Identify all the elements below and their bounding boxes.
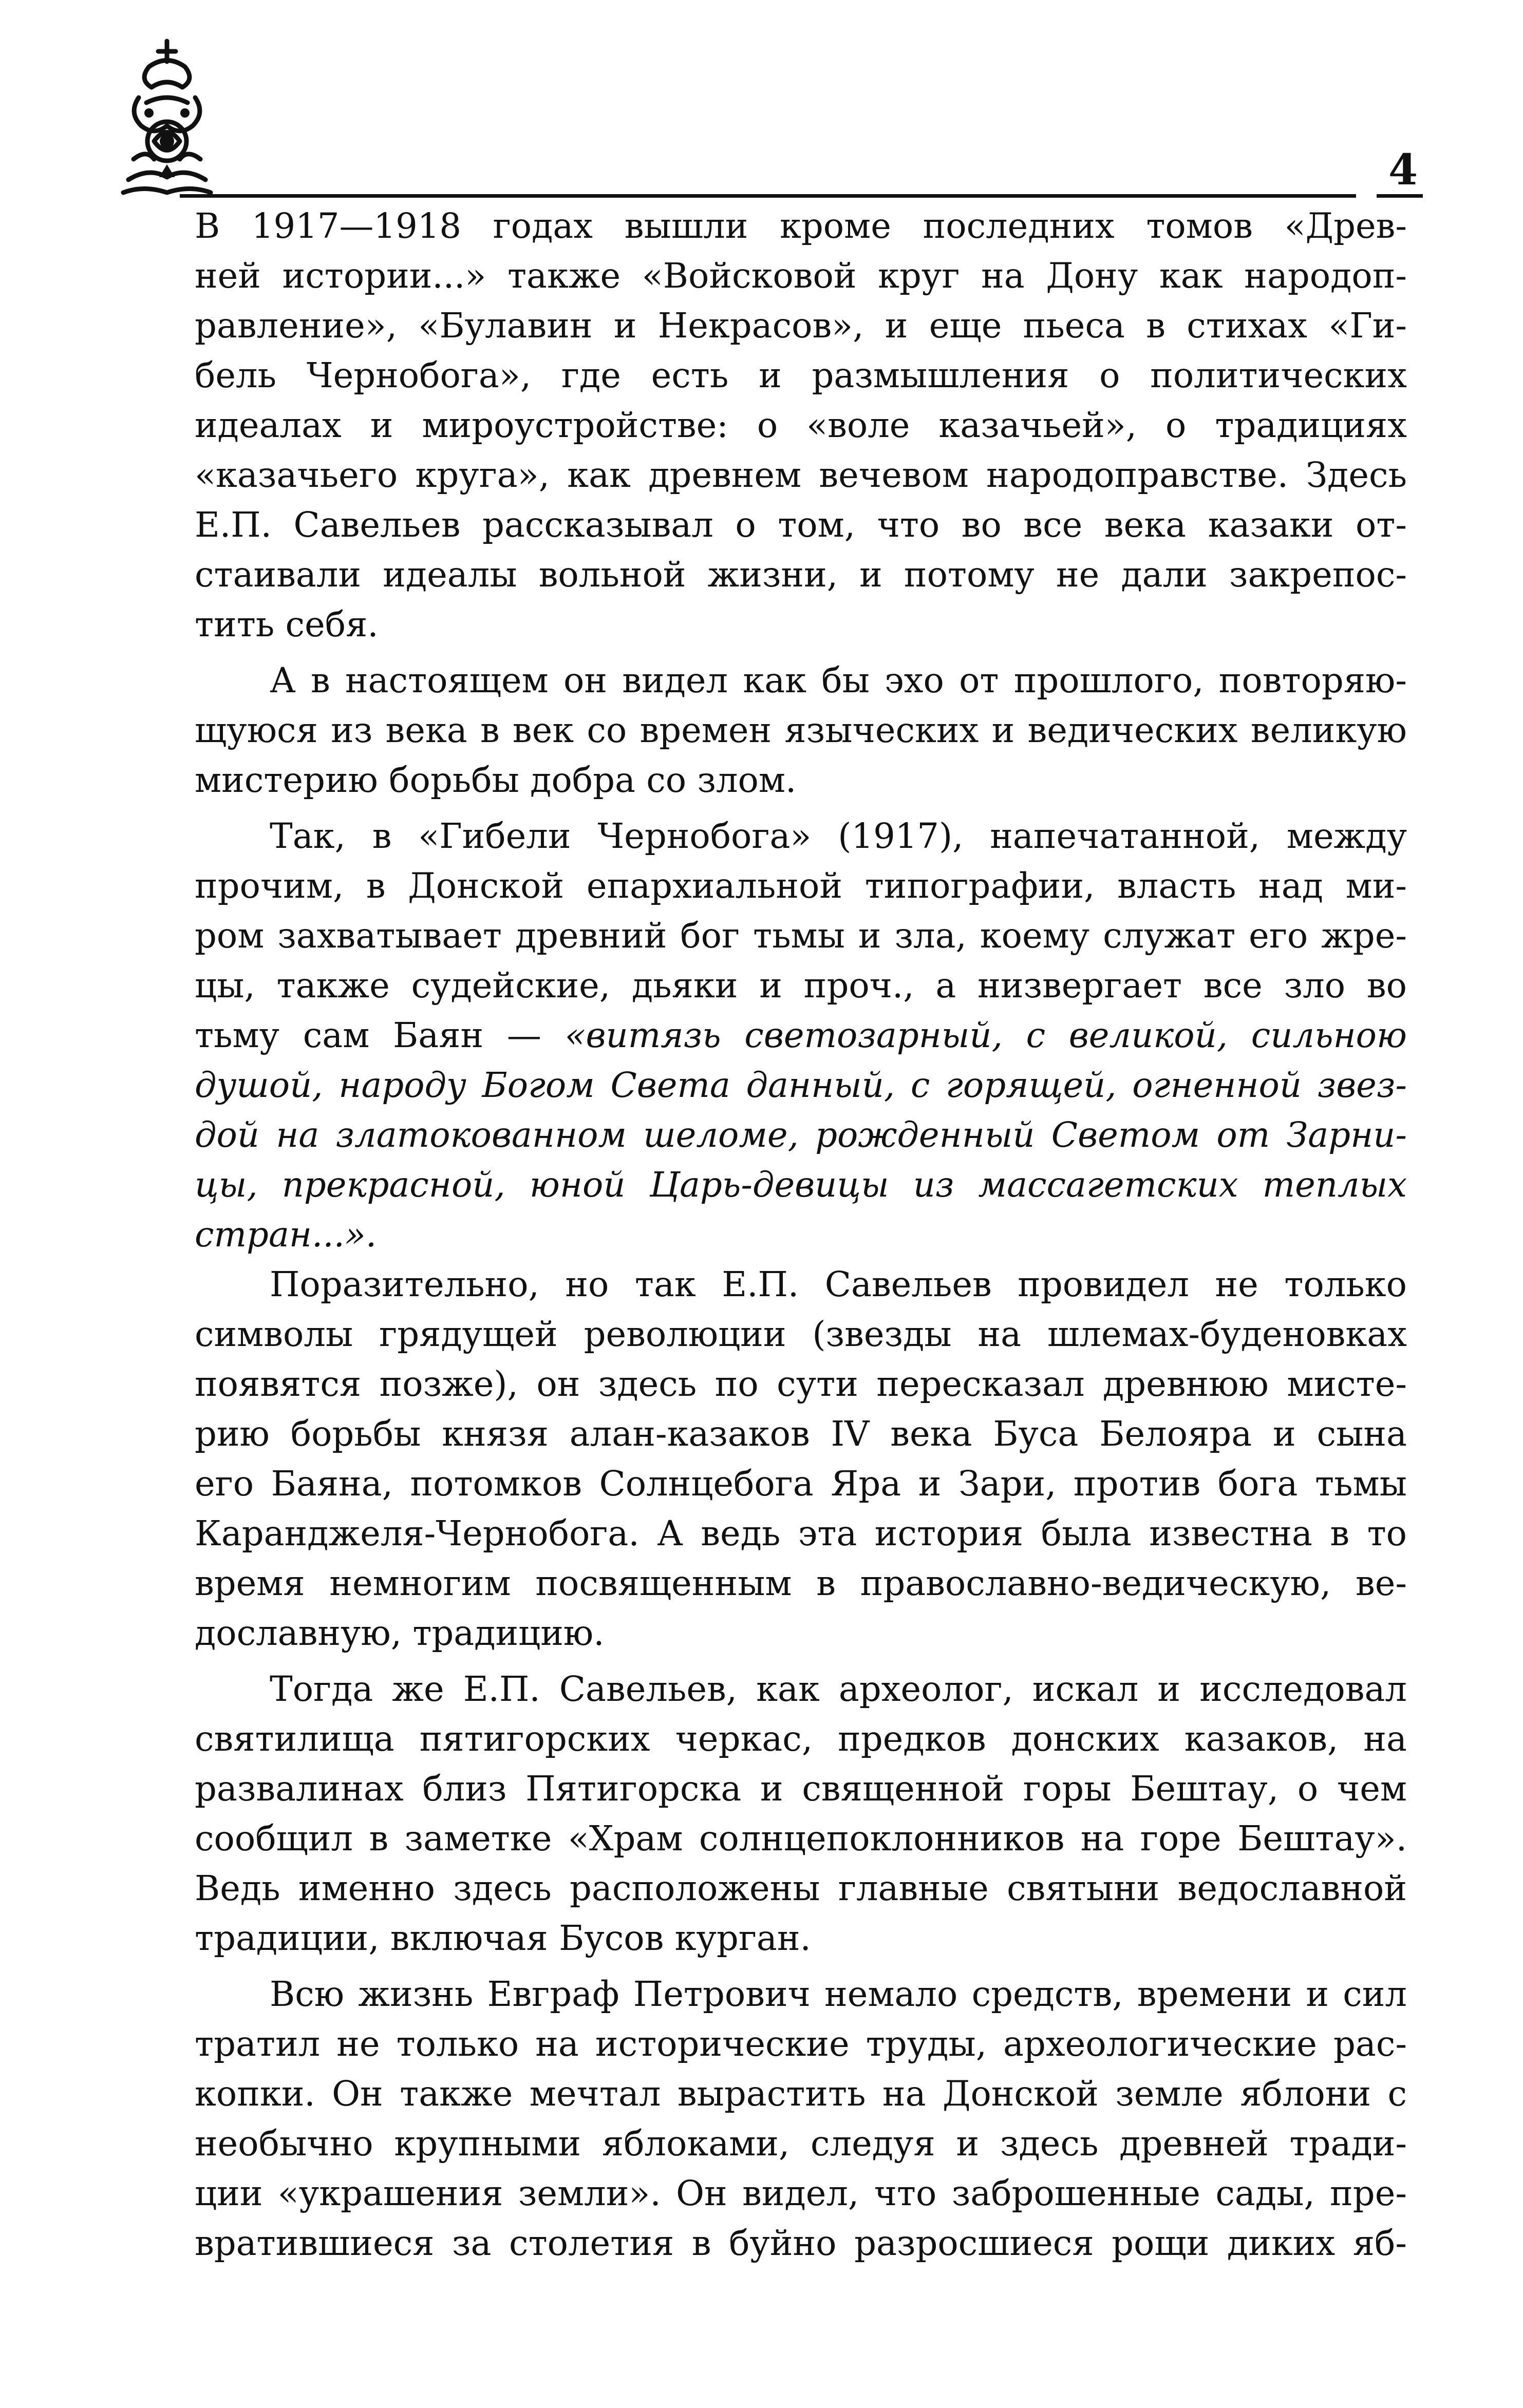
text-line: стаивали идеалы вольной жизни, и потому не дали закрепос- xyxy=(195,555,1407,595)
text-line: «казачьего круга», как древнем вечевом народоправстве. Здесь xyxy=(195,455,1407,495)
text-line-mixed xyxy=(120,1011,1407,1060)
text-line: ции «украшения земли». Он видел, что заброшенные сады, пре- xyxy=(195,2173,1407,2213)
heraldic-ornament-icon xyxy=(118,31,216,200)
text-line: Ведь именно здесь расположены главные святыни ведославной xyxy=(195,1868,1407,1908)
text-line: вратившиеся за столетия в буйно разросшиеся рощи диких яб- xyxy=(195,2223,1407,2263)
text-line: идеалах и мироустройстве: о «воле казачьей», о традициях xyxy=(195,405,1407,445)
text-line: рию борьбы князя алан-казаков IV века Буса Белояра и сына xyxy=(195,1414,1407,1454)
page-header xyxy=(118,31,1418,200)
text-line: бель Чернобога», где есть и размышления о политических xyxy=(195,355,1407,395)
text-line-italic: цы, прекрасной, юной Царь-девицы из массагетских теплых xyxy=(195,1165,1407,1205)
paragraph-2 xyxy=(120,656,1407,805)
text-line: время немногим посвященным в православно-ведическую, ве- xyxy=(195,1563,1407,1603)
text-italic-quote: «витязь светозарный, с великой, сильною xyxy=(565,1015,1407,1055)
text-plain: тьму сам Баян — xyxy=(195,1015,565,1055)
text-line: дославную, традицию. xyxy=(195,1613,605,1653)
text-line: прочим, в Донской епархиальной типографии, власть над ми- xyxy=(195,866,1407,906)
text-line: Каранджеля-Чернобога. А ведь эта история была известна в то xyxy=(195,1513,1407,1553)
text-line: традиции, включая Бусов курган. xyxy=(195,1918,811,1958)
page-number: 4 xyxy=(1388,145,1418,195)
paragraph-4 xyxy=(120,1260,1407,1658)
text-line: копки. Он также мечтал вырастить на Донской земле яблони с xyxy=(195,2074,1407,2114)
text-line: мистерию борьбы добра со злом. xyxy=(195,760,797,800)
text-line: Е.П. Савельев рассказывал о том, что во все века казаки от- xyxy=(195,505,1407,545)
header-rule xyxy=(180,194,1356,198)
text-line: В 1917—1918 годах вышли кроме последних томов «Древ- xyxy=(195,206,1407,246)
paragraph-3 xyxy=(120,811,1407,1260)
text-line: тратил не только на исторические труды, археологические рас- xyxy=(195,2024,1407,2064)
text-line: развалинах близ Пятигорска и священной горы Бештау, о чем xyxy=(195,1769,1407,1809)
text-line: цы, также судейские, дьяки и проч., а низвергает все зло во xyxy=(195,965,1407,1006)
text-line: необычно крупными яблоками, следуя и здесь древней тради- xyxy=(195,2123,1407,2164)
text-line: ром захватывает древний бог тьмы и зла, коему служат его жре- xyxy=(195,916,1407,956)
text-line: А в настоящем он видел как бы эхо от прошлого, повторяю- xyxy=(270,660,1407,700)
text-line: Так, в «Гибели Чернобога» (1917), напечатанной, между xyxy=(270,816,1407,856)
text-line: его Баяна, потомков Солнцебога Яра и Зари, против бога тьмы xyxy=(195,1464,1407,1504)
header-rule-right xyxy=(1377,194,1423,198)
text-line: символы грядущей революции (звезды на шлемах-буденовках xyxy=(195,1314,1407,1354)
text-line: щуюся из века в век со времен языческих и ведических великую xyxy=(195,710,1407,750)
text-line-italic: дой на златокованном шеломе, рожденный Светом от Зарни- xyxy=(195,1115,1407,1155)
text-line-italic: стран...». xyxy=(195,1215,377,1255)
text-line: сообщил в заметке «Храм солнцепоклонников на горе Бештау». xyxy=(195,1818,1407,1859)
text-line: Тогда же Е.П. Савельев, как археолог, искал и исследовал xyxy=(270,1669,1407,1709)
paragraph-5 xyxy=(120,1664,1407,1963)
text-line: равление», «Булавин и Некрасов», и еще пьеса в стихах «Ги- xyxy=(195,306,1407,346)
body-text xyxy=(120,201,1407,2268)
text-line: появятся позже), он здесь по сути пересказал древнюю мисте- xyxy=(195,1364,1407,1404)
paragraph-1 xyxy=(120,201,1407,650)
text-line: Поразительно, но так Е.П. Савельев провидел не только xyxy=(270,1264,1407,1304)
text-line: ней истории...» также «Войсковой круг на Дону как народоп- xyxy=(195,256,1407,296)
text-line: святилища пятигорских черкас, предков донских казаков, на xyxy=(195,1719,1407,1759)
text-line: тить себя. xyxy=(195,604,379,644)
text-line-italic: душой, народу Богом Света данный, с горящей, огненной звез- xyxy=(195,1065,1407,1105)
paragraph-6 xyxy=(120,1969,1407,2268)
text-line: Всю жизнь Евграф Петрович немало средств, времени и сил xyxy=(270,1974,1407,2014)
